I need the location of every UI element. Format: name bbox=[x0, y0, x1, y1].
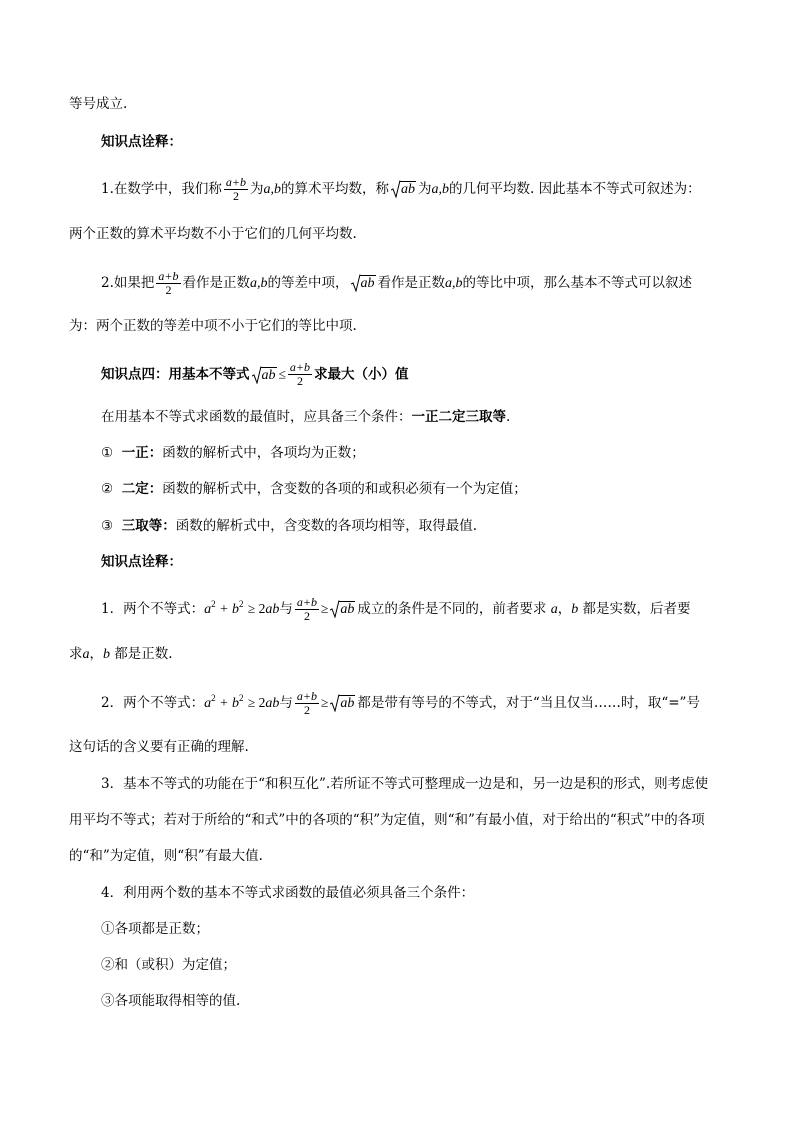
condition-2: ② 二定：函数的解析式中，含变数的各项的和或积必须有一个为定值； bbox=[101, 481, 527, 497]
condition-3: ③ 三取等：函数的解析式中，含变数的各项均相等，取得最值. bbox=[101, 518, 477, 534]
condition-1: ① 一正：函数的解析式中，各项均为正数； bbox=[101, 445, 365, 461]
fraction: $\frac{a+b}{2}$ bbox=[158, 269, 179, 297]
section-heading: 知识点诠释： bbox=[101, 554, 182, 570]
section-heading: 知识点诠释： bbox=[101, 134, 182, 150]
explanation-4-line-1: 4．利用两个数的基本不等式求函数的最值必须具备三个条件： bbox=[101, 885, 475, 901]
square-root: ab bbox=[252, 366, 277, 386]
square-root: ab bbox=[351, 274, 376, 294]
square-root: ab bbox=[391, 180, 416, 200]
square-root: ab bbox=[330, 694, 355, 714]
square-root: ab bbox=[330, 600, 355, 620]
explanation-2-line-2: 这句话的含义要有正确的理解. bbox=[69, 739, 249, 755]
explanation-3-line-1: 3．基本不等式的功能在于“和积互化”.若所证不等式可整理成一边是和，另一边是积的形式，则考虑使 bbox=[101, 776, 709, 792]
fraction: $\frac{a+b}{2}$ bbox=[296, 595, 317, 623]
note-2-line-2: 为：两个正数的等差中项不小于它们的等比中项. bbox=[69, 318, 357, 334]
fraction: $\frac{a+b}{2}$ bbox=[289, 360, 311, 388]
explanation-2-line-1: 2．两个不等式：$a^2 + b^2 \ge 2ab$与 $\frac{a+b}{2}$ ≥ ab 都是带有等号的不等式，对于“当且仅当……时，取“=”号 bbox=[101, 689, 700, 717]
explanation-3-line-2: 用平均不等式；若对于所给的“和式”中的各项的“积”为定值，则“和”有最小值，对于给出的“积式”中的各项 bbox=[69, 812, 705, 828]
explanation-3-line-3: 的“和”为定值，则“积”有最大值. bbox=[69, 848, 263, 864]
list-item: ②和（或积）为定值； bbox=[101, 957, 236, 973]
explanation-1-line-1: 1．两个不等式：$a^2 + b^2 \ge 2ab$与 $\frac{a+b}{2}$ ≥ ab 成立的条件是不同的，前者要求 a，b 都是实数，后者要 bbox=[101, 595, 691, 623]
note-2-line-1: 2.如果把 $\frac{a+b}{2}$ 看作是正数a,b的等差中项， ab 看作是正数a,b的等比中项，那么基本不等式可以叙述 bbox=[101, 269, 692, 297]
section-heading-4: 知识点四：用基本不等式 ab ≤ $\frac{a+b}{2}$ 求最大（小）值 bbox=[101, 360, 409, 388]
note-1-line-2: 两个正数的算术平均数不小于它们的几何平均数. bbox=[69, 226, 357, 242]
list-item: ③各项能取得相等的值. bbox=[101, 993, 241, 1009]
note-1-line-1: 1.在数学中，我们称 $\frac{a+b}{2}$ 为a,b的算术平均数，称 ab 为a,b的几何平均数. 因此基本不等式可叙述为： bbox=[101, 175, 701, 203]
explanation-1-line-2: 求a，b 都是正数. bbox=[69, 646, 173, 662]
paragraph-text: 等号成立. bbox=[69, 96, 128, 112]
fraction: $\frac{a+b}{2}$ bbox=[296, 689, 317, 717]
paragraph-text: 在用基本不等式求函数的最值时，应具备三个条件：一正二定三取等. bbox=[101, 409, 511, 425]
list-item: ①各项都是正数； bbox=[101, 921, 209, 937]
fraction: $\frac{a+b}{2}$ bbox=[225, 175, 246, 203]
